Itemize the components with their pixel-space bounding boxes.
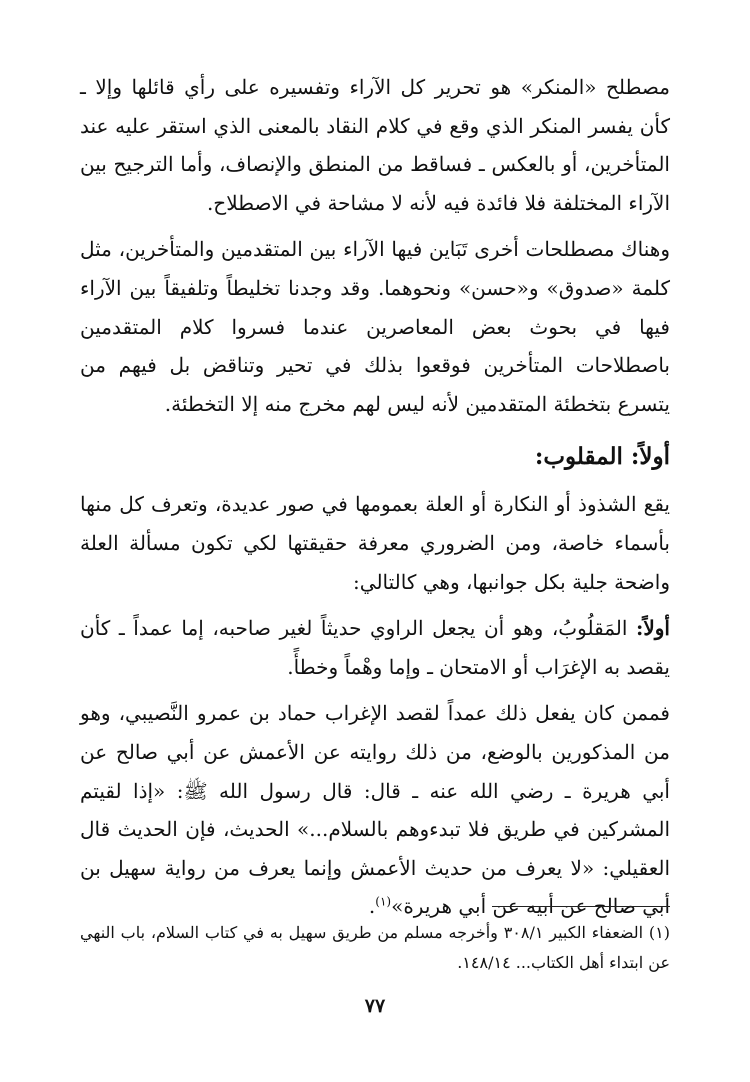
definition-lead: أولاً:: [635, 616, 670, 641]
example-text: فممن كان يفعل ذلك عمداً لقصد الإغراب حماد بن عمرو النَّصيبي، وهو من المذكورين بالوضع، من ذلك روايته عن الأعمش عن أبي صالح عن أبي هريرة ـ رضي الله عنه ـ قال: قال رسول الله ﷺ: «إذا لقيتم المشركين في طريق فلا تبدءوهم بالسلام...» الحديث، فإن الحديث قال العقيلي: «لا يعرف من حديث الأعمش وإنما يعرف من رواية سهيل بن أبي صالح عن أبيه عن أبي هريرة»: [80, 701, 670, 919]
section-heading-maqlub: أولاً: المقلوب:: [534, 443, 670, 471]
paragraph-other-terms: وهناك مصطلحات أخرى تَبَاين فيها الآراء بين المتقدمين والمتأخرين، مثل كلمة «صدوق» و«حسن» ونحوهما. وقد وجدنا تخليطاً وتلفيقاً بين الآراء فيها في بحوث بعض المعاصرين عندما فسروا كلام المتقدمين باصطلاحات المتأخرين فوقعوا بذلك في تحير وتناقض بل فيهم من يتسرع بتخطئة المتقدمين لأنه ليس لهم مخرج منه إلا التخطئة.: [80, 237, 670, 416]
definition-text: المَقلُوبُ، وهو أن يجعل الراوي حديثاً لغير صاحبه، إما عمداً ـ كأن يقصد به الإغرَاب أو الامتحان ـ وإما وهْماً وخطأً.: [80, 616, 670, 679]
paragraph-munkar-definition: مصطلح «المنكر» هو تحرير كل الآراء وتفسيره على رأي قائلها وإلا ـ كأن يفسر المنكر الذي وقع في كلام النقاد بالمعنى الذي استقر عليه عند المتأخرين، أو بالعكس ـ فساقط من المنطق والإنصاف، وأما الترجيح بين الآراء المختلفة فلا فائدة فيه لأنه لا مشاحة في الاصطلاح.: [80, 75, 670, 215]
footnote-divider: [492, 906, 670, 907]
page-body: [80, 68, 670, 926]
paragraph-example: [80, 694, 670, 926]
example-end: .: [368, 894, 376, 919]
page-number: ٧٧: [364, 995, 386, 1017]
footnote-text: (١) الضعفاء الكبير ٣٠٨/١ وأخرجه مسلم من طريق سهيل به في كتاب السلام، باب النهي عن ابتداء أهل الكتاب... ١٤٨/١٤.: [80, 923, 670, 972]
footnote-marker: (١): [375, 894, 392, 909]
paragraph-maqlub-definition: [80, 609, 670, 686]
paragraph-intro-forms: يقع الشذوذ أو النكارة أو العلة بعمومها في صور عديدة، وتعرف كل منها بأسماء خاصة، ومن الضروري معرفة حقيقتها لكي تكون مسألة العلة واضحة جلية بكل جوانبها، وهي كالتالي:: [80, 492, 670, 594]
